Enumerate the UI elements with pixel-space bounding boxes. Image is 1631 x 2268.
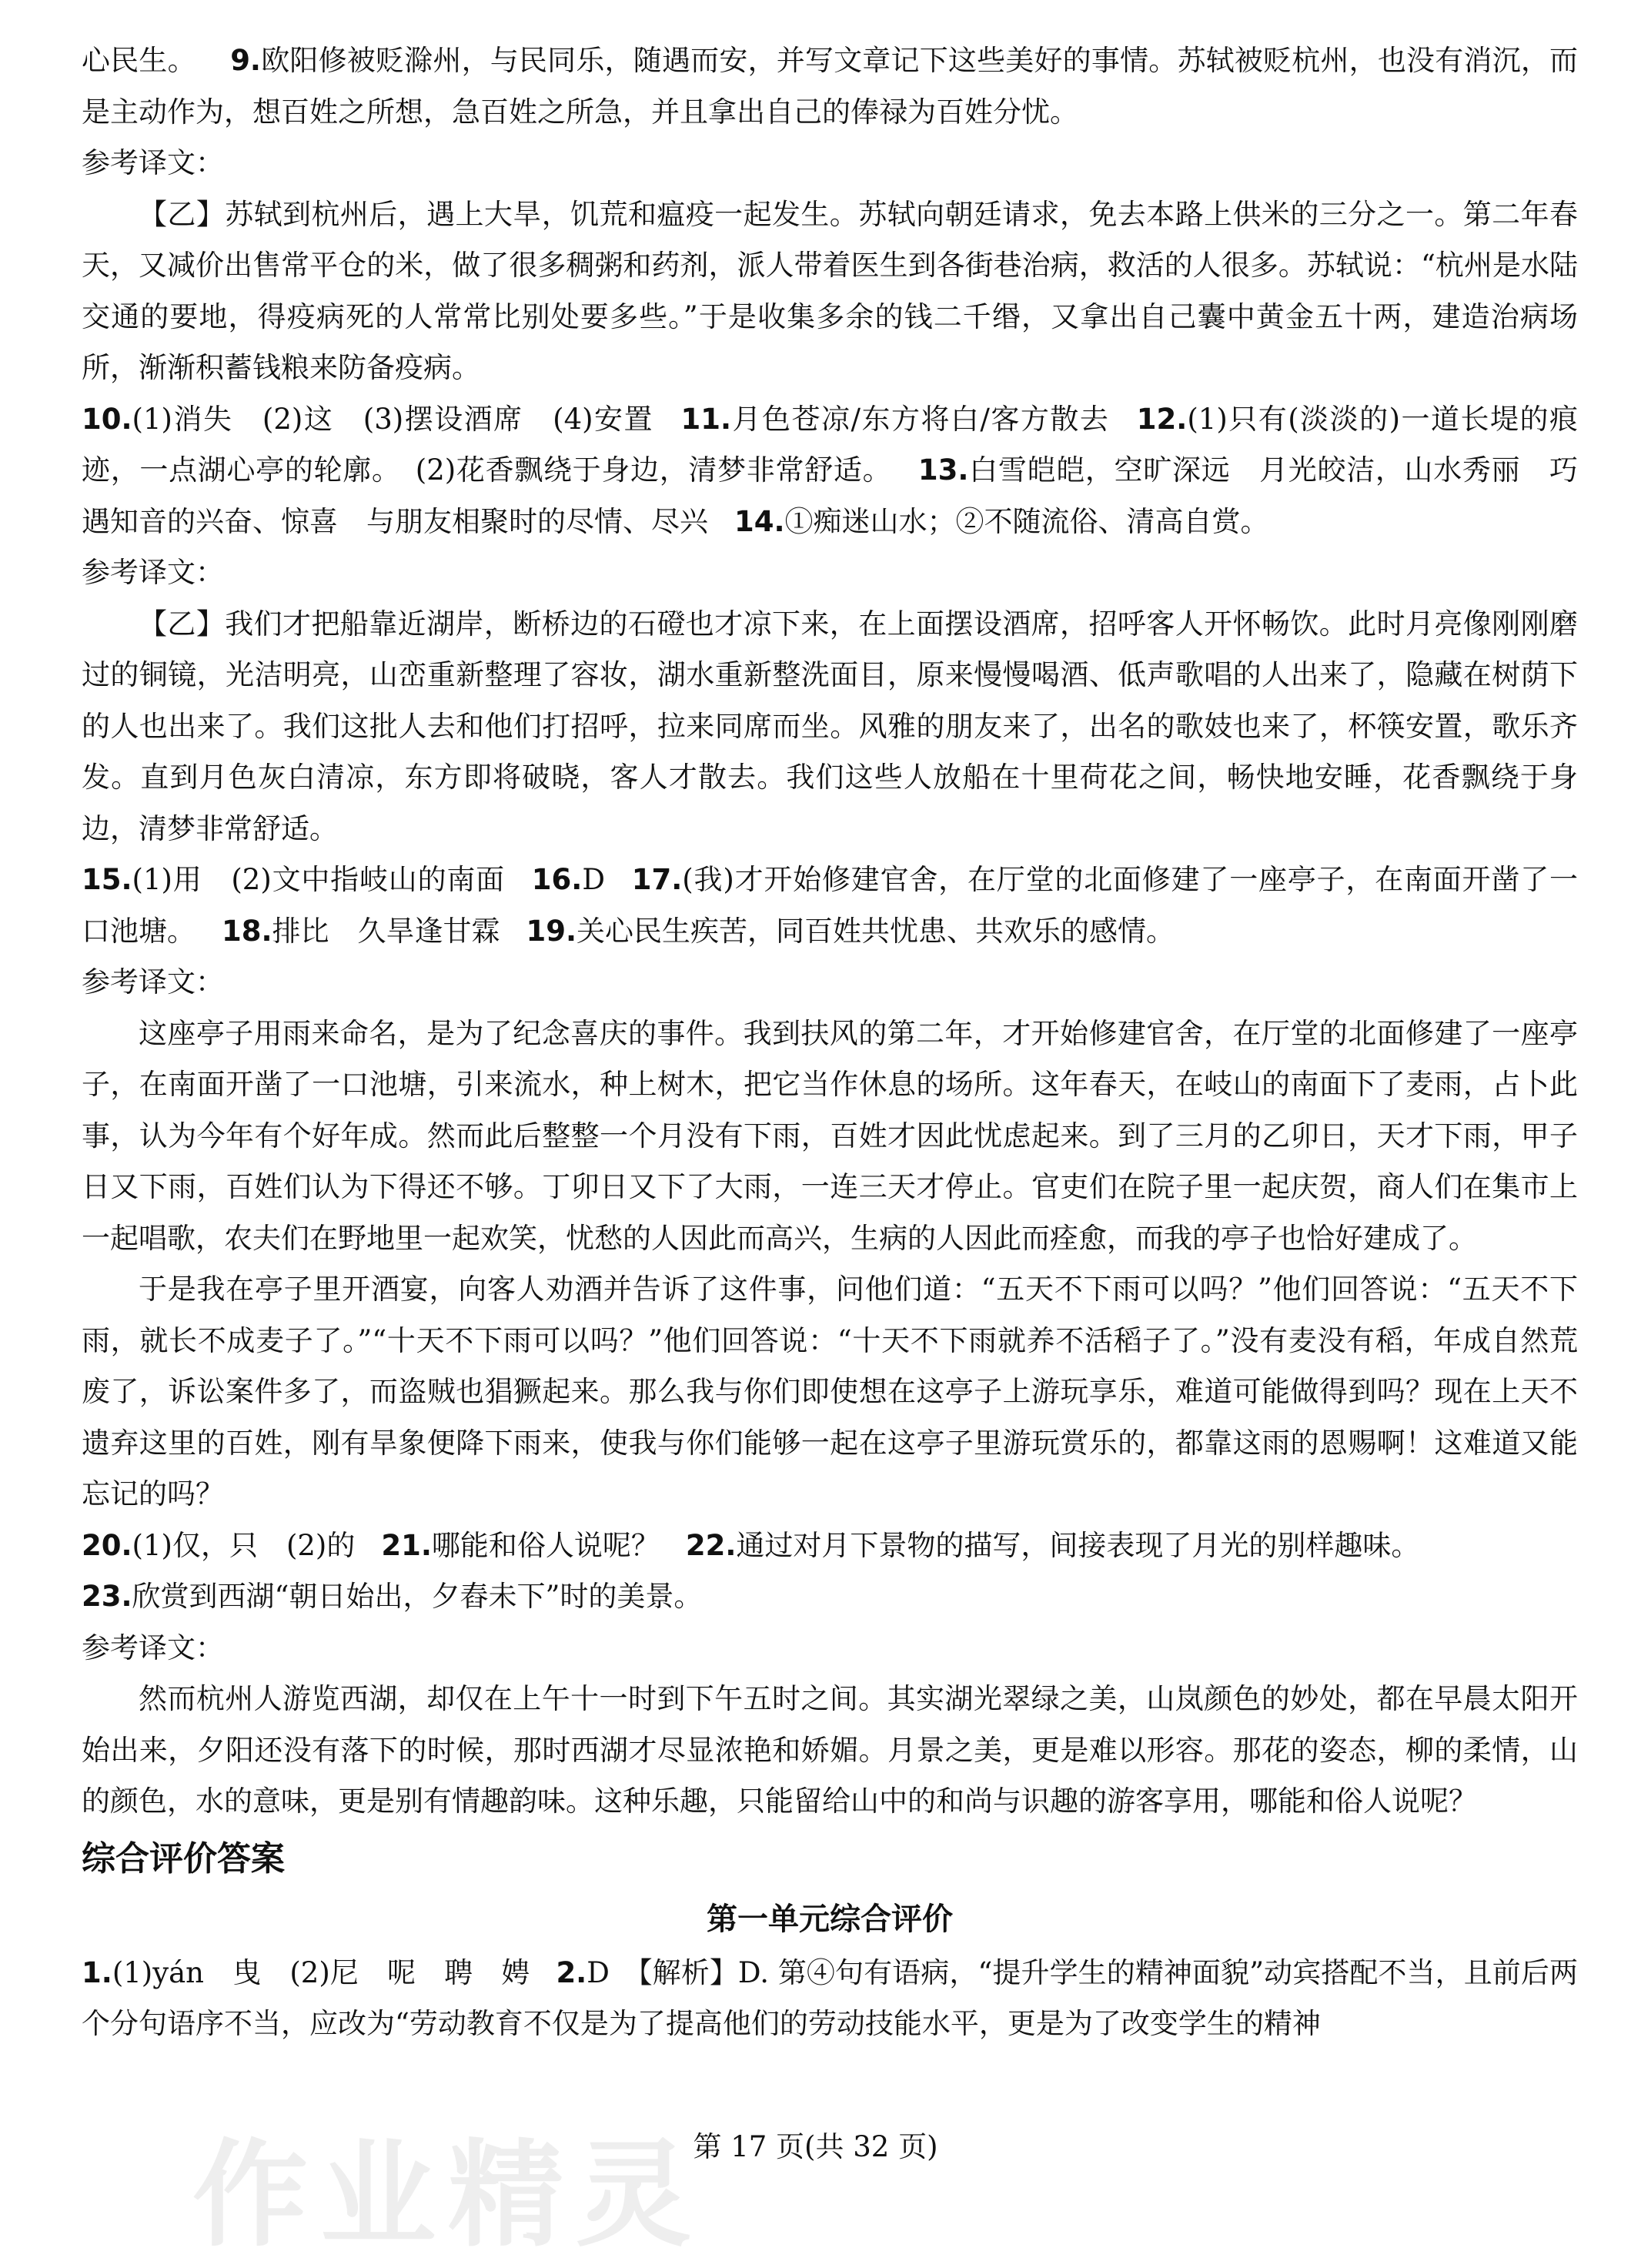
translation-paragraph: 于是我在亭子里开酒宴，向客人劝酒并告诉了这件事，问他们道：“五天不下雨可以吗？”他们回答说：“五天不下雨，就长不成麦子了。”“十天不下雨可以吗？”他们回答说：“十天不下雨就养不活稻子了。”没有麦没有稻，年成自然荒废了，诉讼案件多了，而盗贼也猖獗起来。那么我与你们即使想在这亭子上游玩享乐，难道可能做得到吗？现在上天不遗弃这里的百姓，刚有旱象便降下雨来，使我与你们能够一起在这亭子里游玩赏乐的，都靠这雨的恩赐啊！这难道又能忘记的吗？ <box>82 1273 1578 1510</box>
translation-paragraph: 【乙】苏轼到杭州后，遇上大旱，饥荒和瘟疫一起发生。苏轼向朝廷请求，免去本路上供米的三分之一。第二年春天，又减价出售常平仓的米，做了很多稠粥和药剂，派人带着医生到各街巷治病，救活的人很多。苏轼说：“杭州是水陆交通的要地，得疫病死的人常常比别处要多些。”于是收集多余的钱二千缗，又拿出自己囊中黄金五十两，建造治病场所，渐渐积蓄钱粮来防备疫病。 <box>82 197 1578 384</box>
answers-15-19: 15.(1)用 (2)文中指岐山的南面 16.D 17.(我)才开始修建官舍，在厅堂的北面修建了一座亭子，在南面开凿了一口池塘。 18.排比 久旱逢甘霖 19.关心民生疾苦，同百姓共忧患、共欢乐的感情。 <box>82 863 1579 948</box>
reference-label: 参考译文： <box>82 965 224 999</box>
translation-paragraph: 这座亭子用雨来命名，是为了纪念喜庆的事件。我到扶风的第二年，才开始修建官舍，在厅堂的北面修建了一座亭子，在南面开凿了一口池塘，引来流水，种上树木，把它当作休息的场所。这年春天，在岐山的南面下了麦雨，占卜此事，认为今年有个好年成。然而此后整整一个月没有下雨，百姓才因此忧虑起来。到了三月的乙卯日，天才下雨，甲子日又下雨，百姓们认为下得还不够。丁卯日又下了大雨，一连三天才停止。官吏们在院子里一起庆贺，商人们在集市上一起唱歌，农夫们在野地里一起欢笑，忧愁的人因此而高兴，生病的人因此而痊愈，而我的亭子也恰好建成了。 <box>82 1016 1578 1255</box>
unit-title: 第一单元综合评价 <box>707 1900 953 1937</box>
reference-label: 参考译文： <box>82 146 224 179</box>
answers-20-22: 20.(1)仅，只 (2)的 21.哪能和俗人说呢？ 22.通过对月下景物的描写，间接表现了月光的别样趣味。 <box>82 1528 1420 1562</box>
answer-page <box>82 35 1578 2050</box>
reference-label: 参考译文： <box>82 1631 224 1664</box>
watermark-logo: 作业精灵 <box>192 2129 704 2263</box>
translation-paragraph: 然而杭州人游览西湖，却仅在上午十一时到下午五时之间。其实湖光翠绿之美，山岚颜色的妙处，都在早晨太阳开始出来，夕阳还没有落下的时候，那时西湖才尽显浓艳和娇媚。月景之美，更是难以形容。那花的姿态，柳的柔情，山的颜色，水的意味，更是别有情趣韵味。这种乐趣，只能留给山中的和尚与识趣的游客享用，哪能和俗人说呢？ <box>82 1682 1578 1818</box>
answer-23: 23.欣赏到西湖“朝日始出，夕舂未下”时的美景。 <box>82 1580 703 1613</box>
reference-label: 参考译文： <box>82 556 224 589</box>
unit-answers: 1.(1)yán 曳 (2)尼 呢 聘 娉 2.D 【解析】D. 第④句有语病，“提升学生的精神面貌”动宾搭配不当，且前后两个分句语序不当，应改为“劳动教育不仅是为了提高他们的劳动技能水平，更是为了改变学生的精神 <box>82 1955 1578 2040</box>
page-number: 第 17 页(共 32 页) <box>693 2130 938 2163</box>
section-title: 综合评价答案 <box>82 1838 285 1878</box>
translation-paragraph: 【乙】我们才把船靠近湖岸，断桥边的石磴也才凉下来，在上面摆设酒席，招呼客人开怀畅饮。此时月亮像刚刚磨过的铜镜，光洁明亮，山峦重新整理了容妆，湖水重新整洗面目，原来慢慢喝酒、低声歌唱的人出来了，隐藏在树荫下的人也出来了。我们这批人去和他们打招呼，拉来同席而坐。风雅的朋友来了，出名的歌妓也来了，杯筷安置，歌乐齐发。直到月色灰白清凉，东方即将破晓，客人才散去。我们这些人放船在十里荷花之间，畅快地安睡，花香飘绕于身边，清梦非常舒适。 <box>82 607 1578 845</box>
answers-10-14: 10.(1)消失 (2)这 (3)摆设酒席 (4)安置 11.月色苍凉/东方将白/客方散去 12.(1)只有(淡淡的)一道长堤的痕迹，一点湖心亭的轮廓。 (2)花香飘绕于身边，清梦非常舒适。 13.白雪皑皑，空旷深远 月光皎洁，山水秀丽 巧遇知音的兴奋、惊喜 与朋友相聚时的尽情、尽兴 14.①痴迷山水；②不随流俗、清高自赏。 <box>82 402 1579 538</box>
answer-9: 心民生。 9.欧阳修被贬滁州，与民同乐，随遇而安，并写文章记下这些美好的事情。苏轼被贬杭州，也没有消沉，而是主动作为，想百姓之所想，急百姓之所急，并且拿出自己的俸禄为百姓分忧。 <box>82 44 1579 129</box>
